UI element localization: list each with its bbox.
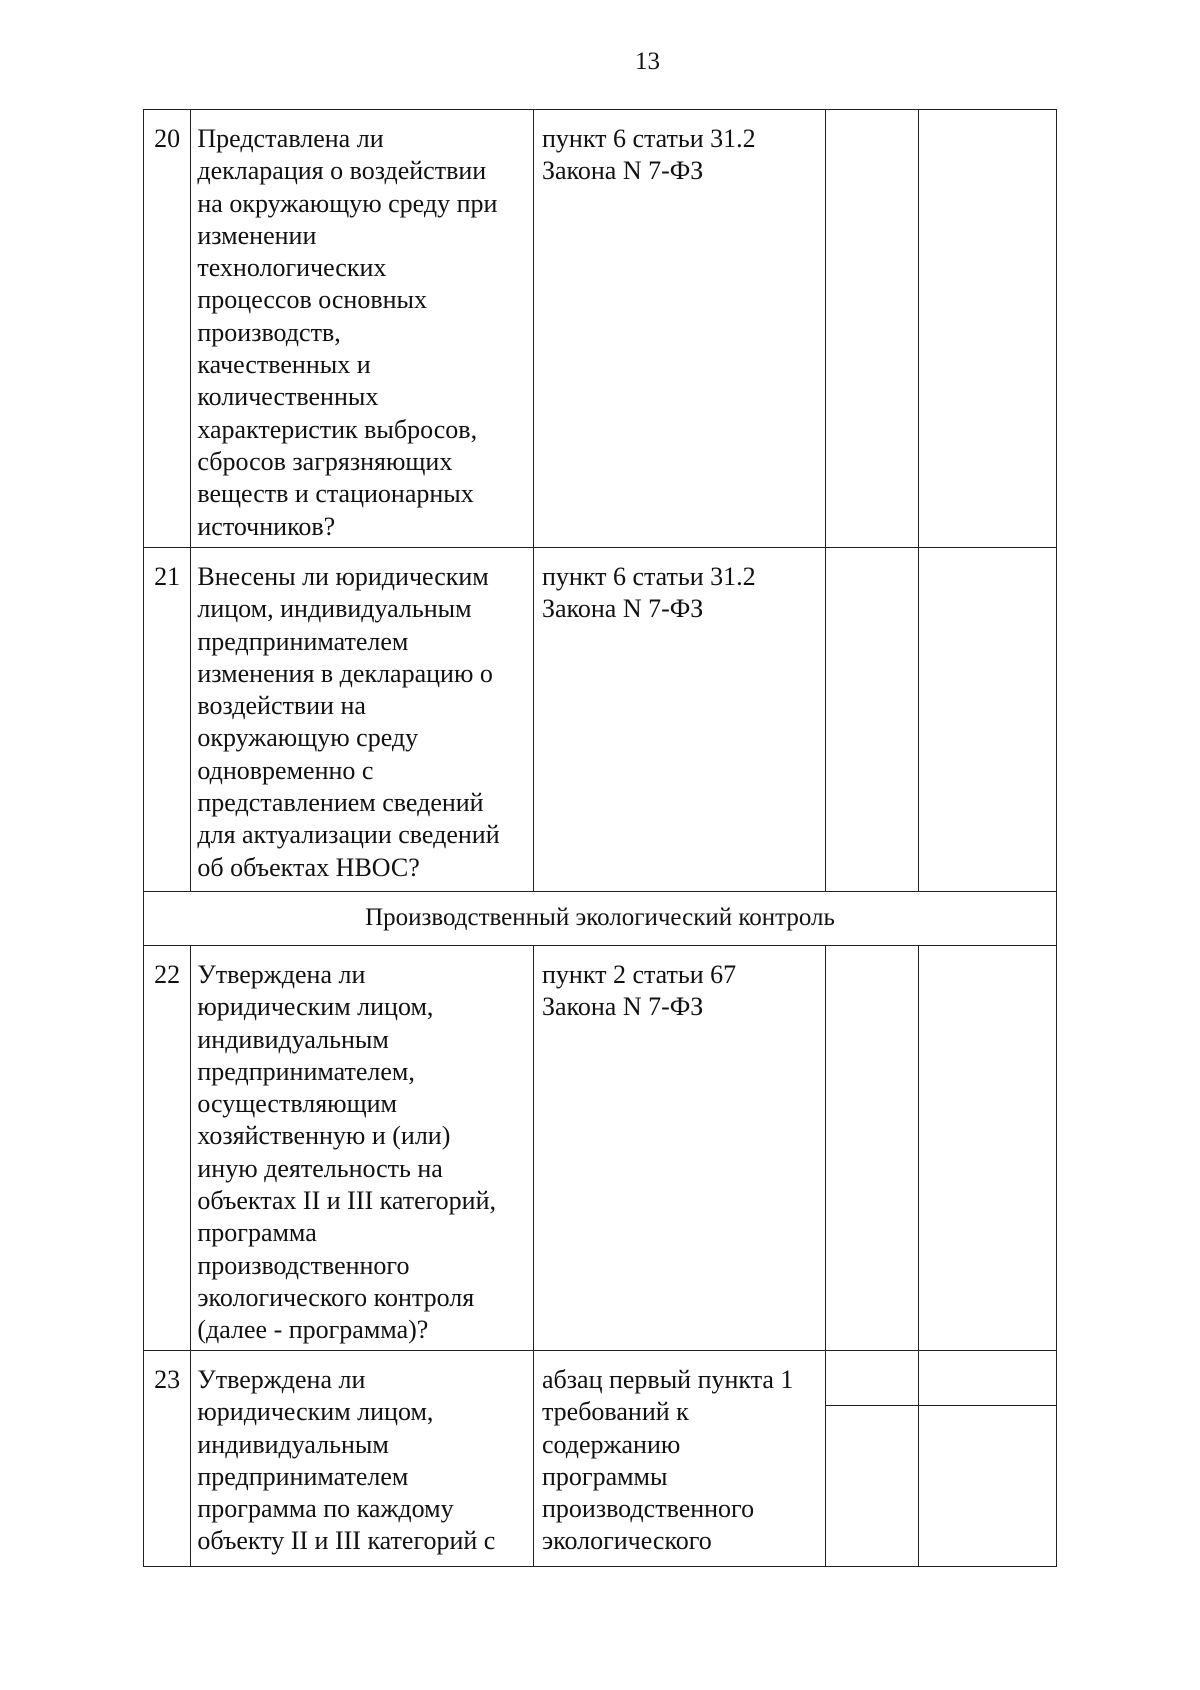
answer-cell-b	[918, 110, 1056, 548]
question-line: на окружающую среду при	[197, 188, 498, 218]
question-line: воздействии на	[197, 691, 366, 721]
question-line: производств,	[197, 317, 341, 347]
question-line: количественных	[197, 382, 379, 412]
answer-cell-b	[918, 548, 1056, 892]
question-line: качественных и	[197, 350, 371, 380]
question-line: для актуализации сведений	[197, 820, 500, 850]
row-number: 22	[144, 946, 191, 1351]
question-line: веществ и стационарных	[197, 479, 474, 509]
question-line: окружающую среду	[197, 723, 419, 753]
reference-line: Закона N 7-ФЗ	[541, 156, 704, 186]
question-line: объекту II и III категорий с	[197, 1526, 496, 1556]
reference-line: абзац первый пункта 1	[541, 1365, 794, 1394]
answer-cell-b	[918, 946, 1056, 1351]
question-line: процессов основных	[197, 285, 427, 315]
answer-cell-b	[918, 1351, 1056, 1567]
answer-cell-a	[826, 548, 919, 892]
reference-line: содержанию	[541, 1429, 681, 1459]
reference-line: экологического	[541, 1526, 712, 1556]
question-line: хозяйственную и (или)	[197, 1121, 451, 1151]
question-line: производственного	[197, 1250, 410, 1280]
question-line: (далее - программа)?	[197, 1315, 429, 1345]
question-line: индивидуальным	[197, 1429, 389, 1459]
answer-cell-a	[826, 1351, 919, 1567]
question-cell	[191, 548, 534, 892]
reference-line: пункт 2 статьи 67	[541, 960, 737, 989]
table-row	[144, 946, 1057, 1351]
reference-line: программы	[541, 1461, 668, 1491]
question-line: об объектах НВОС?	[197, 852, 420, 882]
table-row	[144, 1351, 1057, 1567]
answer-cell-a	[826, 110, 919, 548]
reference-line: Закона N 7-ФЗ	[541, 594, 704, 624]
question-line: изменения в декларацию о	[197, 658, 493, 688]
question-line: предпринимателем	[197, 626, 409, 656]
page-number: 13	[635, 48, 660, 75]
question-line: лицом, индивидуальным	[197, 594, 472, 624]
legal-reference-cell	[533, 946, 825, 1351]
question-line: Представлена ли	[197, 124, 384, 153]
row-number: 23	[144, 1351, 191, 1567]
answer-subcell-top	[826, 1351, 918, 1406]
question-cell	[191, 110, 534, 548]
legal-reference-cell	[533, 110, 825, 548]
question-line: сбросов загрязняющих	[197, 446, 453, 476]
question-line: программа по каждому	[197, 1494, 454, 1524]
reference-line: пункт 6 статьи 31.2	[541, 124, 756, 153]
reference-line: пункт 6 статьи 31.2	[541, 562, 756, 591]
question-line: иную деятельность на	[197, 1153, 443, 1183]
question-line: изменении	[197, 220, 317, 250]
question-line: Утверждена ли	[197, 1365, 366, 1394]
question-line: источников?	[197, 511, 336, 541]
question-line: экологического контроля	[197, 1282, 475, 1312]
question-line: объектах II и III категорий,	[197, 1186, 496, 1216]
question-line: предпринимателем,	[197, 1056, 415, 1086]
question-line: осуществляющим	[197, 1089, 397, 1119]
question-line: технологических	[197, 253, 387, 283]
reference-line: требований к	[541, 1397, 689, 1427]
question-line: характеристик выбросов,	[197, 414, 478, 444]
reference-line: производственного	[541, 1494, 755, 1524]
section-title: Производственный экологический контроль	[144, 892, 1057, 946]
question-line: индивидуальным	[197, 1024, 389, 1054]
question-cell	[191, 946, 534, 1351]
question-line: юридическим лицом,	[197, 1397, 434, 1427]
checklist-table	[143, 109, 1057, 1567]
question-line: программа	[197, 1218, 317, 1248]
row-number: 20	[144, 110, 191, 548]
table-row	[144, 548, 1057, 892]
row-number: 21	[144, 548, 191, 892]
answer-subcell-top	[919, 1351, 1056, 1406]
question-line: представлением сведений	[197, 788, 484, 818]
question-line: юридическим лицом,	[197, 992, 434, 1022]
answer-cell-a	[826, 946, 919, 1351]
question-line: предпринимателем	[197, 1461, 409, 1491]
table-row	[144, 110, 1057, 548]
question-line: одновременно с	[197, 755, 374, 785]
question-line: декларация о воздействии	[197, 156, 487, 186]
question-line: Утверждена ли	[197, 960, 366, 989]
question-line: Внесены ли юридическим	[197, 562, 489, 591]
question-cell	[191, 1351, 534, 1567]
legal-reference-cell	[533, 1351, 825, 1567]
reference-line: Закона N 7-ФЗ	[541, 992, 704, 1022]
legal-reference-cell	[533, 548, 825, 892]
section-header-row	[144, 892, 1057, 946]
